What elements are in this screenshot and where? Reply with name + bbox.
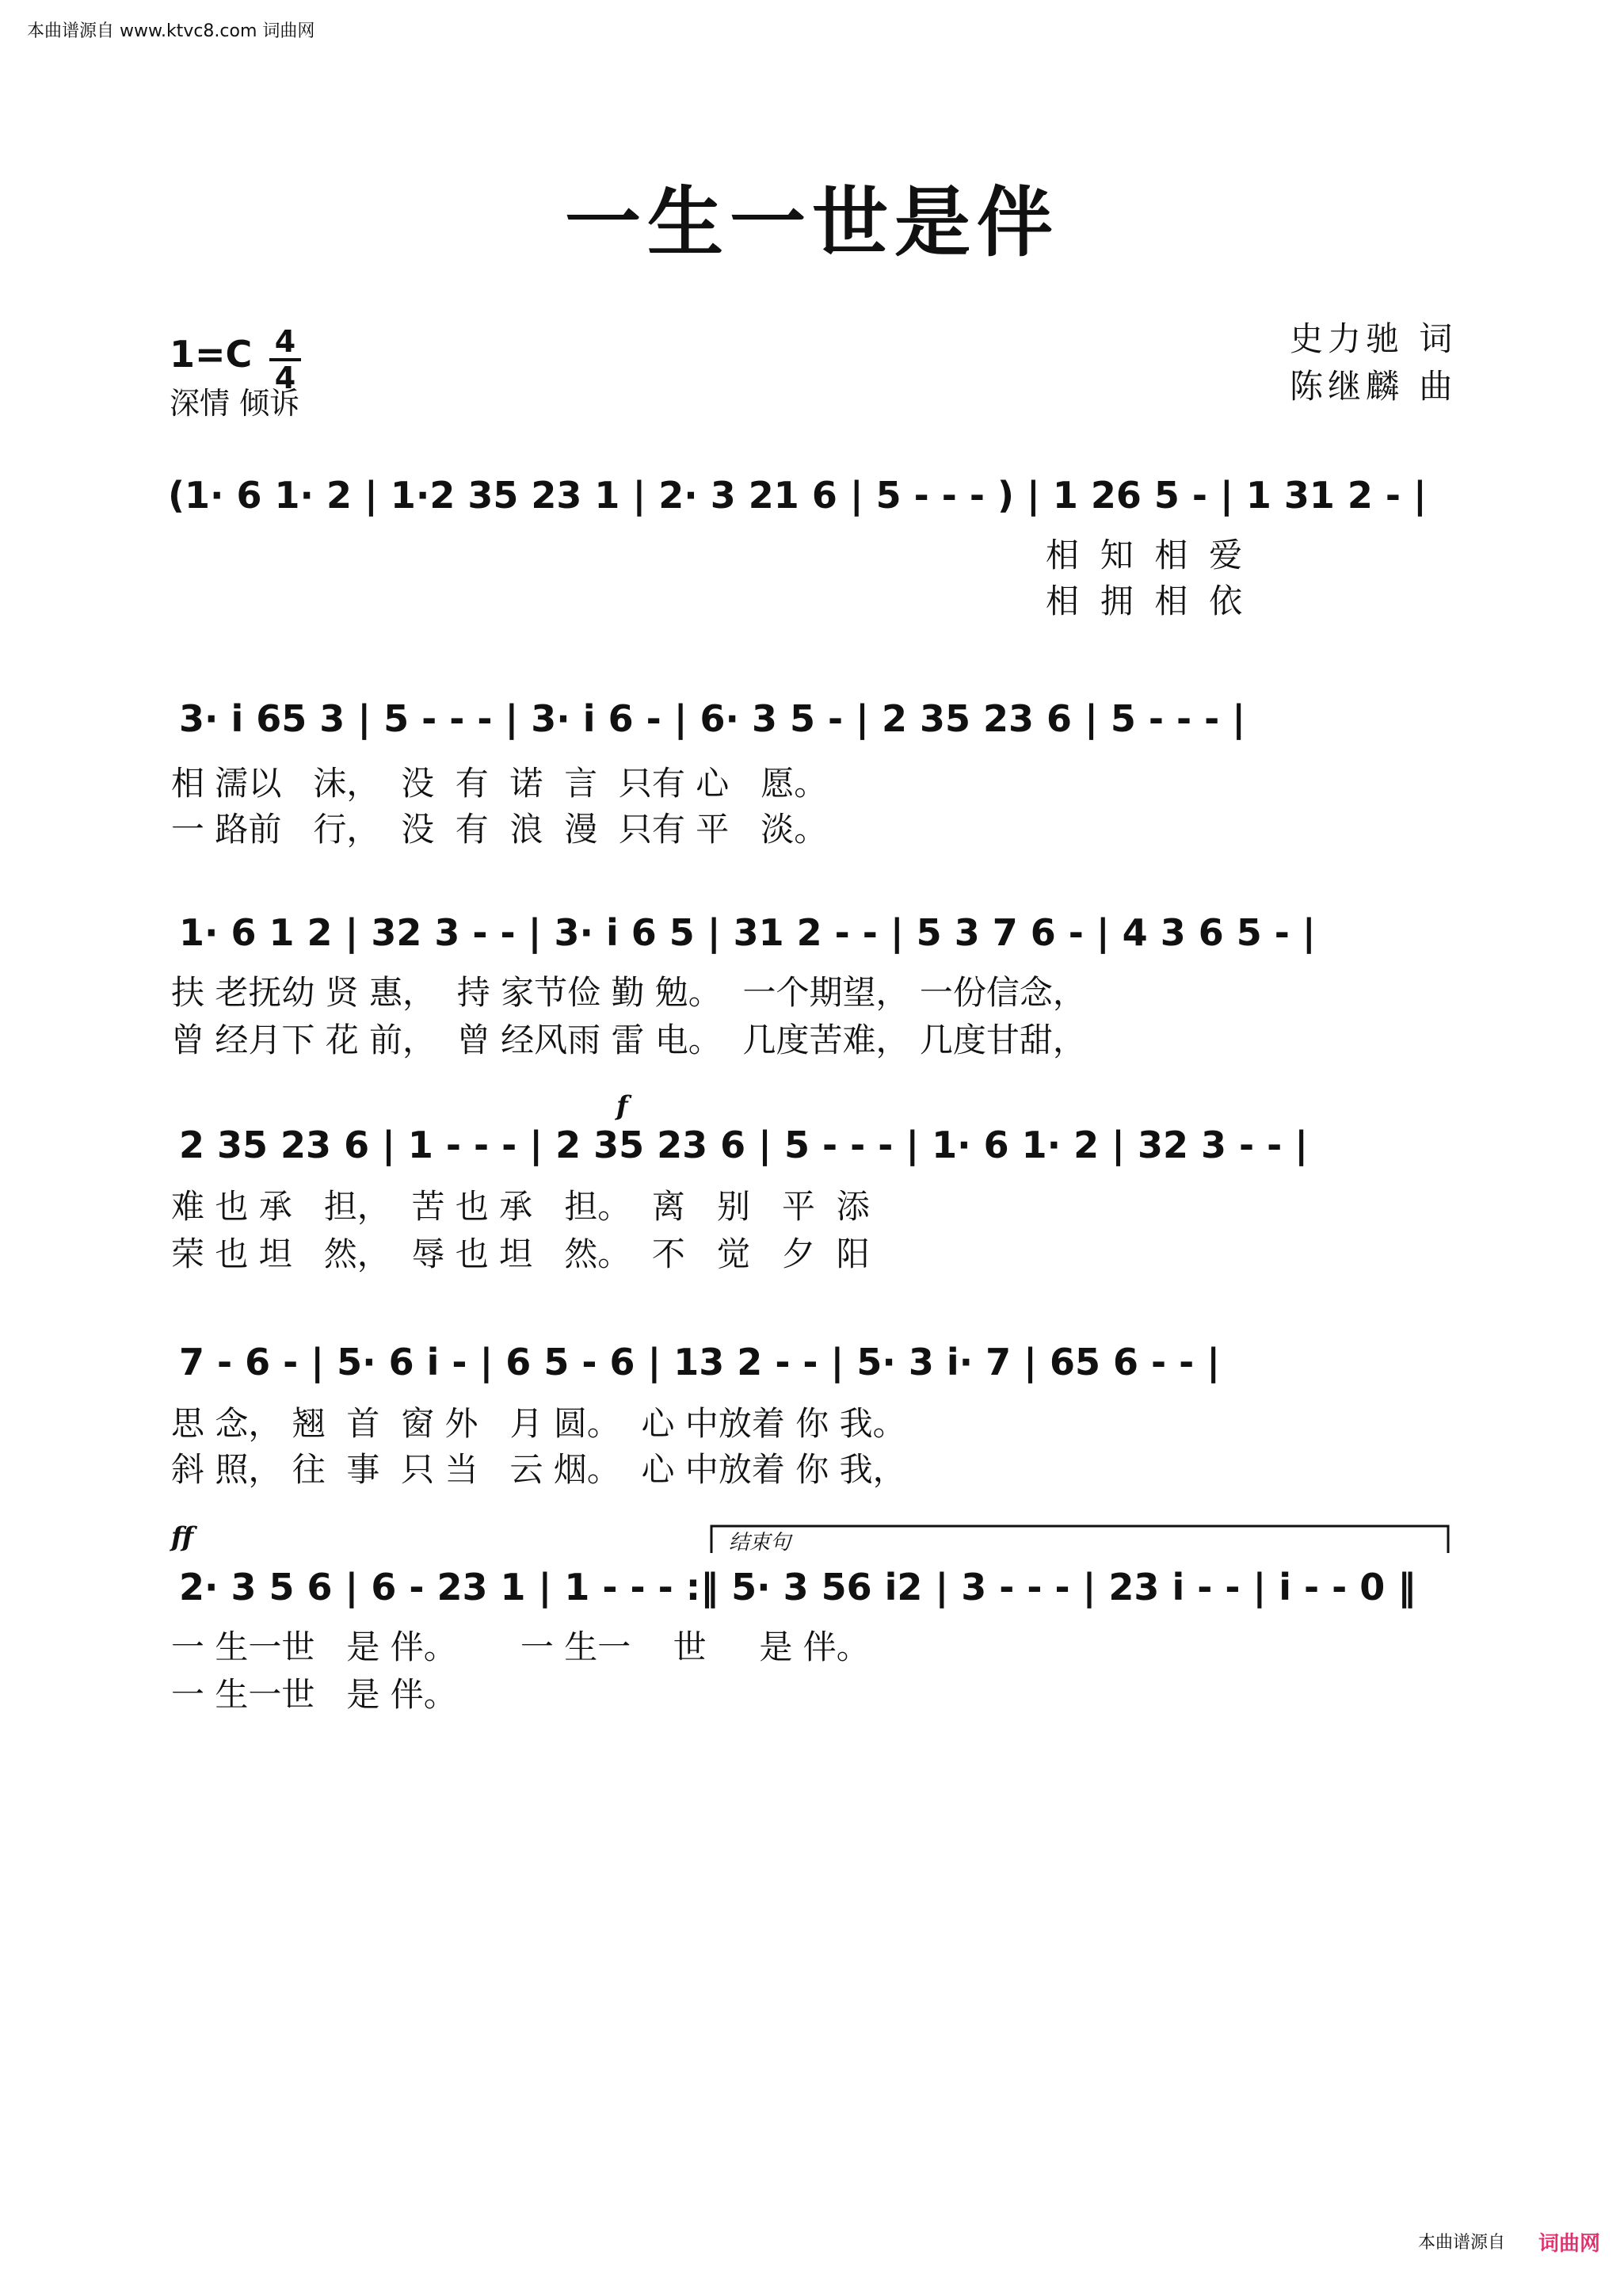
lyrics-row-3-verse-2: 曾 经月下 花 前， 曾 经风雨 雷 电。 几度苦难， 几度甘甜，	[171, 1021, 1086, 1059]
lyrics-row-3-verse-1: 扶 老抚幼 贤 惠， 持 家节俭 勤 勉。 一个期望， 一份信念，	[171, 973, 1086, 1012]
lyrics-row-1-verse-1: 相 知 相 爱	[1046, 536, 1243, 574]
tempo-marking: 深情 倾诉	[170, 386, 300, 421]
notation-row-6: 2· 3 5 6 | 6 - 23 1 | 1 - - - :‖ 5· 3 56 i2 | 3 - - - | 23 i - - | i - - 0 ‖	[179, 1566, 1416, 1608]
time-signature-bottom: 4	[274, 361, 296, 395]
lyrics-row-2-verse-2: 一 路前 行， 没 有 浪 漫 只有 平 淡。	[171, 810, 828, 849]
time-signature-top: 4	[274, 324, 296, 359]
right-margin-strip	[1610, 0, 1624, 2282]
notation-row-4: 2 35 23 6 | 1 - - - | 2 35 23 6 | 5 - - - | 1· 6 1· 2 | 32 3 - - |	[179, 1124, 1309, 1166]
composer-credit: 陈继麟 曲	[1290, 367, 1458, 406]
credits	[1290, 315, 1457, 410]
key-signature: 1=C	[170, 333, 253, 376]
notation-row-5: 7 - 6 - | 5· 6 i - | 6 5 - 6 | 13 2 - - | 5· 3 i· 7 | 65 6 - - |	[179, 1341, 1221, 1383]
notation-row-1: (1· 6 1· 2 | 1·2 35 23 1 | 2· 3 21 6 | 5 - - - ) | 1 26 5 - | 1 31 2 - |	[168, 474, 1427, 517]
lyrics-row-6-verse-1: 一 生一世 是 伴。 一 生一 世 是 伴。	[171, 1628, 870, 1666]
lyrics-row-1-verse-2: 相 拥 相 依	[1046, 582, 1243, 620]
footer-source-note: 本曲谱源自	[1417, 2233, 1505, 2253]
lyrics-row-6-verse-2: 一 生一世 是 伴。	[171, 1675, 457, 1714]
dynamic-forte: f	[616, 1090, 628, 1122]
left-margin-strip	[0, 0, 14, 2282]
ending-bracket	[710, 1523, 1450, 1555]
lyrics-row-2-verse-1: 相 濡以 沫， 没 有 诺 言 只有 心 愿。	[171, 764, 828, 803]
source-note: 本曲谱源自 www.ktvc8.com 词曲网	[27, 21, 315, 41]
site-logo: 词曲网	[1538, 2232, 1600, 2256]
lyrics-row-4-verse-1: 难 也 承 担， 苦 也 承 担。 离 别 平 添	[171, 1187, 870, 1226]
lyrics-row-5-verse-2: 斜 照， 往 事 只 当 云 烟。 心 中放着 你 我，	[171, 1450, 906, 1489]
notation-row-2: 3· i 65 3 | 5 - - - | 3· i 6 - | 6· 3 5 - | 2 35 23 6 | 5 - - - |	[179, 697, 1246, 740]
lyrics-row-4-verse-2: 荣 也 坦 然， 辱 也 坦 然。 不 觉 夕 阳	[171, 1234, 870, 1273]
ending-label: 结束句	[729, 1531, 791, 1555]
lyrics-row-5-verse-1: 思 念， 翘 首 窗 外 月 圆。 心 中放着 你 我。	[171, 1404, 906, 1443]
song-title: 一生一世是伴	[565, 177, 1059, 267]
notation-row-3: 1· 6 1 2 | 32 3 - - | 3· i 6 5 | 31 2 - - | 5 3 7 6 - | 4 3 6 5 - |	[179, 911, 1316, 954]
lyricist-credit: 史力驰 词	[1290, 319, 1458, 358]
dynamic-fortissimo: ff	[171, 1521, 194, 1553]
